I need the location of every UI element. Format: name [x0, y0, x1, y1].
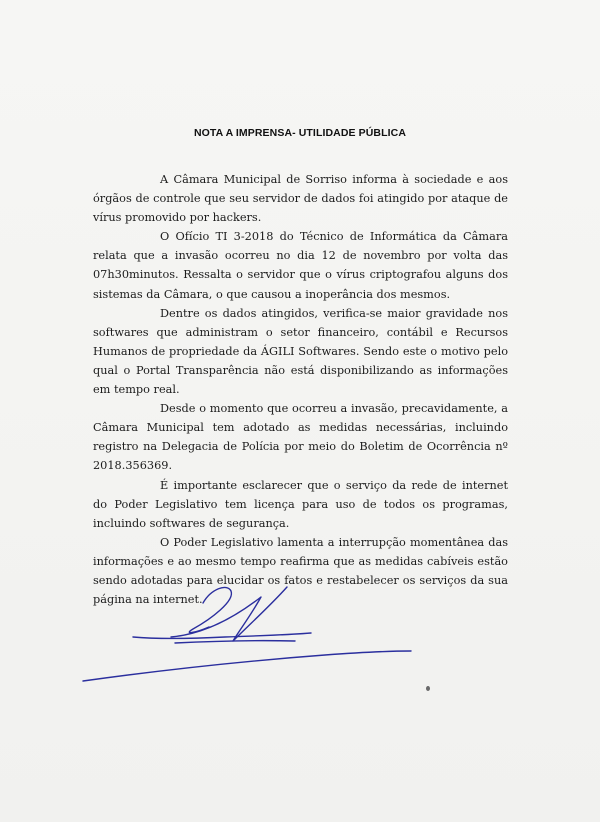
handwritten-signature	[75, 575, 415, 685]
document-title: NOTA A IMPRENSA- UTILIDADE PÚBLICA	[193, 127, 407, 139]
paragraph-licensing: É importante esclarecer que o serviço da rede de internet do Poder Legislativo tem licença para uso de todos os programas, incluindo softwares de segurança.	[93, 478, 508, 530]
document-body	[93, 170, 508, 609]
paragraph-invasion-report: O Ofício TI 3-2018 do Técnico de Informática da Câmara relata que a invasão ocorreu no dia 12 de novembro por volta das 07h30minutos. Ressalta o servidor que o vírus criptografou alguns dos sistemas da Câmara, o que causou a inoperância dos mesmos.	[93, 230, 508, 301]
paragraph-affected-data: Dentre os dados atingidos, verifica-se maior gravidade nos softwares que administram o setor financeiro, contábil e Recursos Humanos de propriedade da ÁGILI Softwares. Sendo este o motivo pelo qual o Portal Transparência não está disponibilizando as informações em tempo real.	[93, 306, 508, 397]
paragraph-closing: O Poder Legislativo lamenta a interrupção momentânea das informações e ao mesmo tempo reafirma que as medidas cabíveis estão sendo adotadas para elucidar os fatos e restabelecer os serviços da sua página na internet.	[93, 535, 508, 607]
paper-speck	[426, 686, 430, 691]
paragraph-measures: Desde o momento que ocorreu a invasão, precavidamente, a Câmara Municipal tem adotado as medidas necessárias, incluindo registro na Delegacia de Polícia por meio do Boletim de Ocorrência nº 2018.356369.	[93, 402, 508, 473]
paragraph-intro: A Câmara Municipal de Sorriso informa à sociedade e aos órgãos de controle que seu servidor de dados foi atingido por ataque de vírus promovido por hackers.	[93, 173, 508, 225]
